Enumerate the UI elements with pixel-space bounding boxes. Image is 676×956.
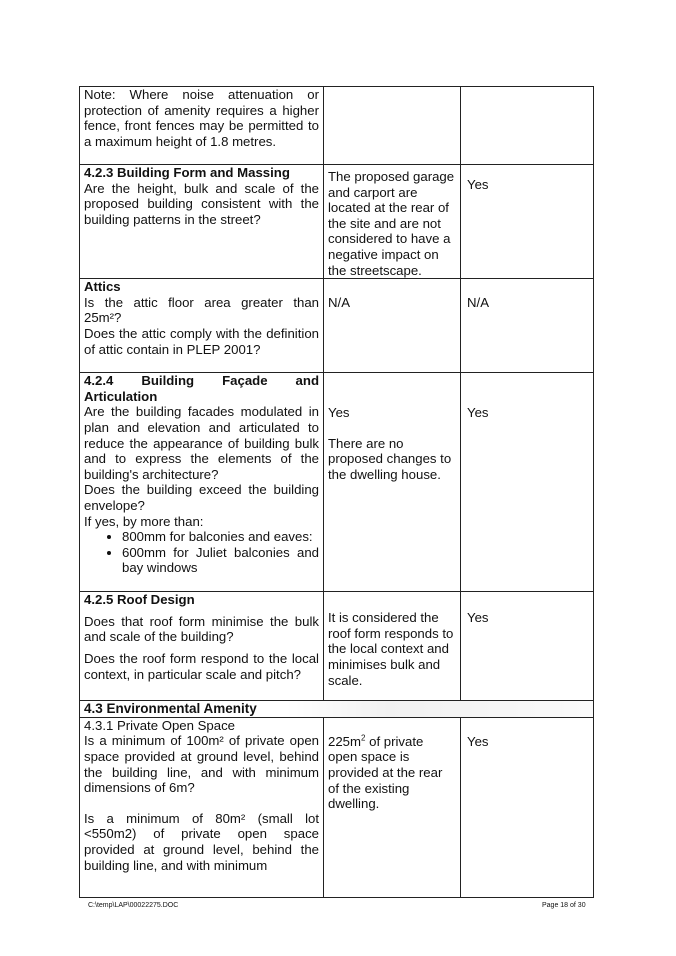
roof-question-1: Does that roof form minimise the bulk and scale of the building? bbox=[84, 613, 319, 645]
form-massing-comment: The proposed garage and carport are located at the rear of the site and are not considered to have a negative impact on the streetscape. bbox=[324, 165, 461, 279]
table-row-form-massing bbox=[80, 165, 594, 279]
footer-file-path: C:\temp\LAP\00022275.DOC bbox=[88, 902, 179, 909]
attics-question-1: Is the attic floor area greater than 25m²? bbox=[84, 294, 319, 326]
form-massing-compliance: Yes bbox=[461, 165, 594, 279]
table-row-private-open-space bbox=[80, 717, 594, 897]
facade-bullet-item: • 600mm for Juliet balconies and bay windows bbox=[122, 545, 319, 576]
note-comment bbox=[324, 87, 461, 165]
spacer bbox=[328, 421, 456, 436]
table-row-facade bbox=[80, 373, 594, 592]
form-massing-heading: 4.2.3 Building Form and Massing bbox=[84, 165, 290, 180]
facade-comment-answer: Yes bbox=[328, 405, 350, 421]
attics-compliance: N/A bbox=[461, 279, 594, 373]
facade-heading: 4.2.4 Building Façade and Articulation bbox=[84, 373, 319, 404]
roof-question-2: Does the roof form respond to the local context, in particular scale and pitch? bbox=[84, 650, 319, 682]
private-open-space-comment-text: of private open space is provided at the rear of the existing dwelling. bbox=[328, 733, 443, 812]
note-compliance bbox=[461, 87, 594, 165]
table-row-roof bbox=[80, 592, 594, 701]
facade-compliance: Yes bbox=[461, 373, 594, 592]
attics-requirement bbox=[80, 279, 324, 373]
attics-question-2: Does the attic comply with the definition of attic contain in PLEP 2001? bbox=[84, 325, 319, 357]
attics-heading: Attics bbox=[84, 279, 121, 295]
private-open-space-comment bbox=[324, 717, 461, 897]
private-open-space-subheading: 4.3.1 Private Open Space bbox=[84, 717, 236, 733]
footer-page-number: Page 18 of 30 bbox=[542, 902, 586, 909]
roof-compliance: Yes bbox=[461, 592, 594, 701]
private-open-space-compliance: Yes bbox=[461, 717, 594, 897]
area-value: 225m bbox=[328, 733, 361, 749]
note-text: Note: Where noise attenuation or protection of amenity requires a higher fence, front fences may be permitted to a maximum height of 1.8 metres. bbox=[80, 87, 324, 165]
facade-question-1: Are the building facades modulated in plan and elevation and articulated to reduce the appearance of building bulk and to express the elements of the building's architecture? bbox=[84, 404, 319, 482]
section-heading: 4.3 Environmental Amenity bbox=[80, 701, 594, 718]
roof-requirement bbox=[80, 592, 324, 701]
facade-comment bbox=[324, 373, 461, 592]
spacer bbox=[84, 796, 319, 811]
attics-comment: N/A bbox=[324, 279, 461, 373]
facade-bullet-list bbox=[84, 529, 319, 576]
roof-comment: It is considered the roof form responds to the local context and minimises bulk and scale. bbox=[324, 592, 461, 701]
table-row-section bbox=[80, 701, 594, 718]
area-superscript: 2 bbox=[361, 733, 366, 743]
facade-comment-text: There are no proposed changes to the dwelling house. bbox=[328, 435, 452, 482]
roof-heading: 4.2.5 Roof Design bbox=[84, 592, 195, 608]
facade-question-3: If yes, by more than: bbox=[84, 513, 204, 529]
facade-bullet-item: • 800mm for balconies and eaves: bbox=[122, 529, 319, 545]
facade-question-2: Does the building exceed the building envelope? bbox=[84, 482, 319, 513]
private-open-space-question-2: Is a minimum of 80m² (small lot <550m2) of private open space provided at ground level, behind the building line, and with minimum bbox=[84, 810, 319, 873]
compliance-table bbox=[79, 86, 594, 898]
form-massing-requirement bbox=[80, 165, 324, 279]
private-open-space-question-1: Is a minimum of 100m² of private open space provided at ground level, behind the building line, and with minimum dimensions of 6m? bbox=[84, 733, 319, 796]
table-row-attics bbox=[80, 279, 594, 373]
table-row-note bbox=[80, 87, 594, 165]
facade-requirement bbox=[80, 373, 324, 592]
form-massing-question: Are the height, bulk and scale of the proposed building consistent with the building patterns in the street? bbox=[84, 180, 319, 227]
private-open-space-requirement bbox=[80, 717, 324, 897]
